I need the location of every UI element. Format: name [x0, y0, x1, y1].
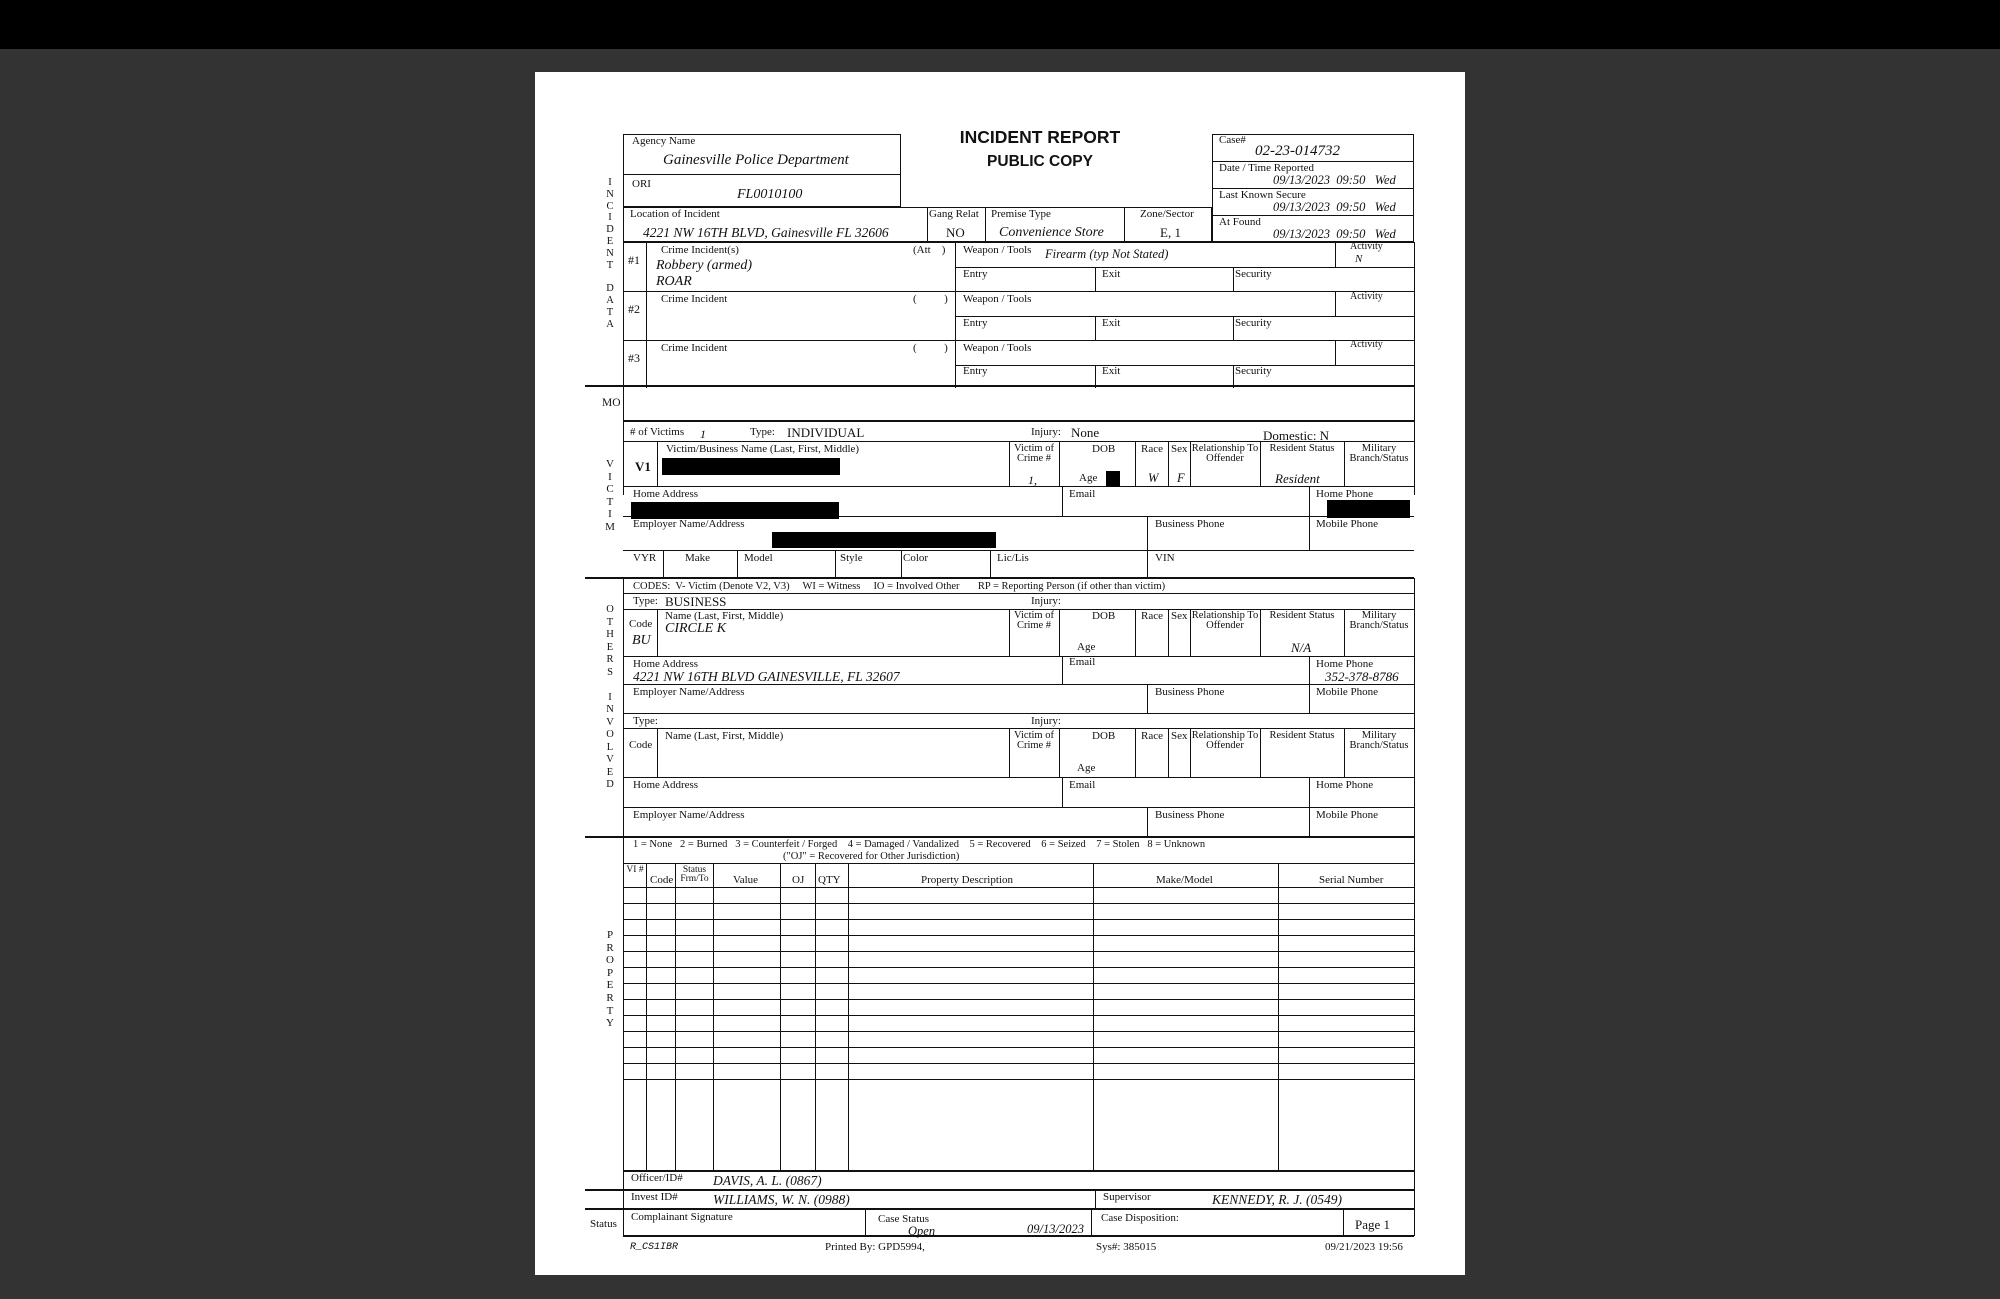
- crime-1-number: #1: [628, 253, 640, 267]
- property-section-label: P R O P E R T Y: [606, 929, 614, 1030]
- crime-3-number: #3: [628, 351, 640, 365]
- other-2-age-label: Age: [1077, 762, 1096, 774]
- victim-of-crime: 1,: [1028, 473, 1037, 487]
- other-1-home-phone: 352-378-8786: [1325, 669, 1399, 684]
- redacted-home-phone: [1327, 500, 1410, 518]
- last-secure-value: 09/13/2023 09:50 Wed: [1273, 200, 1396, 214]
- crime-3-activity-label: Activity: [1350, 339, 1383, 350]
- crime-1-security: Security: [1235, 268, 1272, 280]
- zone-label: Zone/Sector: [1140, 208, 1194, 220]
- other-1-home-address-label: Home Address: [633, 658, 699, 670]
- vehicle-color-label: Color: [903, 552, 929, 564]
- other-2-code-label: Code: [629, 739, 653, 751]
- crime-1-entry: Entry: [963, 268, 988, 280]
- crime-2-entry: Entry: [963, 317, 988, 329]
- last-secure-label: Last Known Secure: [1219, 189, 1306, 201]
- found-label: At Found: [1219, 216, 1261, 228]
- victim-section-label: V I C T I M: [605, 458, 615, 533]
- other-1-type: BUSINESS: [665, 594, 727, 609]
- vehicle-style-label: Style: [840, 552, 863, 564]
- mo-label: MO: [602, 397, 621, 409]
- other-2-type-label: Type:: [633, 715, 658, 727]
- zone-value: E, 1: [1160, 225, 1181, 240]
- other-1-name-label: Name (Last, First, Middle): [665, 610, 784, 622]
- printed-by: Printed By: GPD5994,: [825, 1241, 925, 1253]
- col-oj: OJ: [792, 874, 805, 886]
- crime-2-weapon-label: Weapon / Tools: [963, 293, 1032, 305]
- other-1-code: BU: [632, 633, 651, 648]
- agency-name-label: Agency Name: [632, 135, 696, 147]
- found-value: 09/13/2023 09:50 Wed: [1273, 227, 1396, 241]
- col-code: Code: [650, 874, 674, 886]
- gang-label: Gang Relat: [929, 208, 979, 220]
- crime-1-activity: N: [1355, 253, 1363, 265]
- redacted-employer: [772, 532, 996, 548]
- viewer-top-bar: [0, 0, 2000, 49]
- email-label: Email: [1069, 488, 1096, 500]
- military-label: Military Branch/Status: [1349, 443, 1409, 464]
- crime-1-att: (Att ): [913, 244, 946, 256]
- victim-injury-label: Injury:: [1031, 426, 1061, 438]
- printed-at: 09/21/2023 19:56: [1325, 1241, 1403, 1253]
- location-value: 4221 NW 16TH BLVD, Gainesville FL 32606: [643, 225, 889, 240]
- document-page: [535, 72, 1465, 1275]
- ori-value: FL0010100: [737, 187, 803, 202]
- sex-label: Sex: [1171, 443, 1188, 455]
- victim-domestic: Domestic: N: [1263, 428, 1330, 443]
- supervisor-value: KENNEDY, R. J. (0549): [1212, 1192, 1343, 1207]
- col-serial: Serial Number: [1319, 874, 1384, 886]
- redacted-home-address: [631, 502, 839, 519]
- premise-label: Premise Type: [991, 208, 1051, 220]
- other-1-relationship-label: Relationship To Offender: [1191, 610, 1259, 631]
- crime-1-line-2: ROAR: [656, 274, 692, 289]
- victim-name-label: Victim/Business Name (Last, First, Middle): [666, 443, 860, 455]
- victim-count-label: # of Victims: [630, 426, 685, 438]
- other-1-email-label: Email: [1069, 656, 1096, 668]
- victim-type-label: Type:: [750, 426, 775, 438]
- other-2-victim-of-label: Victim of Crime #: [1014, 730, 1054, 751]
- property-status-legend: 1 = None 2 = Burned 3 = Counterfeit / Forged 4 = Damaged / Vandalized 5 = Recovered 6 = Seized 7 = Stolen 8 = Unknown: [633, 839, 1206, 850]
- other-2-race-label: Race: [1141, 730, 1163, 742]
- other-2-injury-label: Injury:: [1031, 715, 1061, 727]
- victim-of-crime-label: Victim of Crime #: [1014, 443, 1054, 464]
- page-number: Page 1: [1355, 1217, 1391, 1232]
- crime-3-security: Security: [1235, 365, 1272, 377]
- victim-id: V1: [635, 459, 651, 474]
- reported-value: 09/13/2023 09:50 Wed: [1273, 173, 1396, 187]
- other-1-age-label: Age: [1077, 641, 1096, 653]
- agency-name: Gainesville Police Department: [663, 152, 849, 168]
- relationship-label: Relationship To Offender: [1191, 443, 1259, 464]
- vehicle-make-label: Make: [685, 552, 711, 564]
- crime-3-att: ( ): [913, 342, 948, 354]
- col-description: Property Description: [921, 874, 1013, 886]
- vehicle-model-label: Model: [744, 552, 773, 564]
- other-2-mobile-phone-label: Mobile Phone: [1316, 809, 1379, 821]
- redacted-age: [1106, 471, 1120, 487]
- case-number: 02-23-014732: [1255, 143, 1340, 159]
- case-status-value: Open: [908, 1224, 936, 1238]
- other-1-dob-label: DOB: [1092, 610, 1116, 622]
- other-2-dob-label: DOB: [1092, 730, 1116, 742]
- report-subtitle: PUBLIC COPY: [987, 153, 1093, 170]
- supervisor-label: Supervisor: [1103, 1191, 1151, 1203]
- other-1-injury-label: Injury:: [1031, 595, 1061, 607]
- crime-2-label: Crime Incident: [661, 293, 728, 305]
- race-label: Race: [1141, 443, 1163, 455]
- victim-injury: None: [1071, 425, 1100, 440]
- victim-count: 1: [700, 427, 706, 441]
- reported-label: Date / Time Reported: [1219, 162, 1315, 174]
- invest-label: Invest ID#: [631, 1191, 678, 1203]
- other-2-relationship-label: Relationship To Offender: [1191, 730, 1259, 751]
- officer-label: Officer/ID#: [631, 1172, 683, 1184]
- crime-3-weapon-label: Weapon / Tools: [963, 342, 1032, 354]
- codes-legend: CODES: V- Victim (Denote V2, V3) WI = Witness IO = Involved Other RP = Reporting Person (if other than victim): [633, 581, 1166, 592]
- crime-3-label: Crime Incident: [661, 342, 728, 354]
- invest-value: WILLIAMS, W. N. (0988): [713, 1192, 850, 1207]
- other-2-name-label: Name (Last, First, Middle): [665, 730, 784, 742]
- other-1-code-label: Code: [629, 618, 653, 630]
- crime-2-security: Security: [1235, 317, 1272, 329]
- col-qty: QTY: [818, 874, 841, 886]
- status-section-label: Status: [590, 1218, 617, 1230]
- other-1-resident-status: N/A: [1291, 640, 1312, 655]
- case-label: Case#: [1219, 134, 1246, 146]
- other-2-military-label: Military Branch/Status: [1349, 730, 1409, 751]
- other-1-race-label: Race: [1141, 610, 1163, 622]
- crime-2-att: ( ): [913, 293, 948, 305]
- col-value: Value: [733, 874, 759, 886]
- crime-1-activity-label: Activity: [1350, 241, 1383, 252]
- crime-1-weapon: Firearm (typ Not Stated): [1045, 247, 1169, 261]
- resident-status-label: Resident Status: [1269, 443, 1335, 454]
- ori-label: ORI: [632, 178, 651, 190]
- redacted-victim-name: [662, 458, 840, 475]
- crime-1-line-1: Robbery (armed): [656, 258, 753, 273]
- business-phone-label: Business Phone: [1155, 518, 1225, 530]
- dob-label: DOB: [1092, 443, 1116, 455]
- case-status-label: Case Status: [878, 1213, 930, 1225]
- other-1-sex-label: Sex: [1171, 610, 1188, 622]
- other-1-resident-status-label: Resident Status: [1269, 610, 1335, 621]
- other-1-business-phone-label: Business Phone: [1155, 686, 1225, 698]
- sys-number: Sys#: 385015: [1096, 1241, 1157, 1253]
- case-disposition-label: Case Disposition:: [1101, 1212, 1179, 1224]
- crime-2-number: #2: [628, 302, 640, 316]
- other-1-employer-label: Employer Name/Address: [633, 686, 745, 698]
- crime-1-weapon-label: Weapon / Tools: [963, 244, 1032, 256]
- gang-value: NO: [946, 225, 965, 240]
- other-1-military-label: Military Branch/Status: [1349, 610, 1409, 631]
- other-1-home-phone-label: Home Phone: [1316, 658, 1374, 670]
- other-2-sex-label: Sex: [1171, 730, 1188, 742]
- vehicle-vin-label: VIN: [1155, 552, 1175, 564]
- property-oj-legend: ("OJ" = Recovered for Other Jurisdiction): [783, 851, 960, 862]
- resident-status-value: Resident: [1275, 471, 1320, 486]
- other-2-email-label: Email: [1069, 779, 1096, 791]
- other-2-resident-status-label: Resident Status: [1269, 730, 1335, 741]
- crime-1-exit: Exit: [1102, 268, 1121, 280]
- col-vi: VI #: [626, 865, 644, 875]
- crime-1-label: Crime Incident(s): [661, 244, 739, 256]
- home-phone-label: Home Phone: [1316, 488, 1374, 500]
- incident-data-section-label: I N C I D E N T D A T A: [606, 177, 614, 330]
- other-1-mobile-phone-label: Mobile Phone: [1316, 686, 1379, 698]
- status-date: 09/13/2023: [1027, 1222, 1084, 1236]
- others-involved-section-label: O T H E R S I N V O L V E D: [606, 604, 614, 790]
- other-2-home-address-label: Home Address: [633, 779, 699, 791]
- crime-3-exit: Exit: [1102, 365, 1121, 377]
- sex-value: F: [1177, 471, 1185, 485]
- col-status: Status Frm/To: [680, 865, 709, 884]
- premise-value: Convenience Store: [999, 225, 1104, 240]
- form-id: R_CS1IBR: [630, 1242, 679, 1253]
- location-label: Location of Incident: [630, 208, 720, 220]
- officer-value: DAVIS, A. L. (0867): [713, 1173, 822, 1188]
- mobile-phone-label: Mobile Phone: [1316, 518, 1379, 530]
- other-2-home-phone-label: Home Phone: [1316, 779, 1374, 791]
- col-make-model: Make/Model: [1156, 874, 1213, 886]
- crime-3-entry: Entry: [963, 365, 988, 377]
- other-1-victim-of-label: Victim of Crime #: [1014, 610, 1054, 631]
- employer-label: Employer Name/Address: [633, 518, 745, 530]
- race-value: W: [1148, 471, 1159, 485]
- crime-2-exit: Exit: [1102, 317, 1121, 329]
- crime-2-activity-label: Activity: [1350, 291, 1383, 302]
- age-label: Age: [1079, 472, 1098, 484]
- other-2-business-phone-label: Business Phone: [1155, 809, 1225, 821]
- other-1-home-address: 4221 NW 16TH BLVD GAINESVILLE, FL 32607: [633, 669, 900, 684]
- other-1-name: CIRCLE K: [665, 621, 727, 636]
- vehicle-year-label: VYR: [633, 552, 657, 564]
- vehicle-lic-label: Lic/Lis: [997, 552, 1029, 564]
- complainant-signature-label: Complainant Signature: [631, 1211, 733, 1223]
- other-1-type-label: Type:: [633, 595, 658, 607]
- victim-type: INDIVIDUAL: [787, 425, 865, 440]
- home-address-label: Home Address: [633, 488, 699, 500]
- report-title: INCIDENT REPORT: [959, 127, 1121, 147]
- other-2-employer-label: Employer Name/Address: [633, 809, 745, 821]
